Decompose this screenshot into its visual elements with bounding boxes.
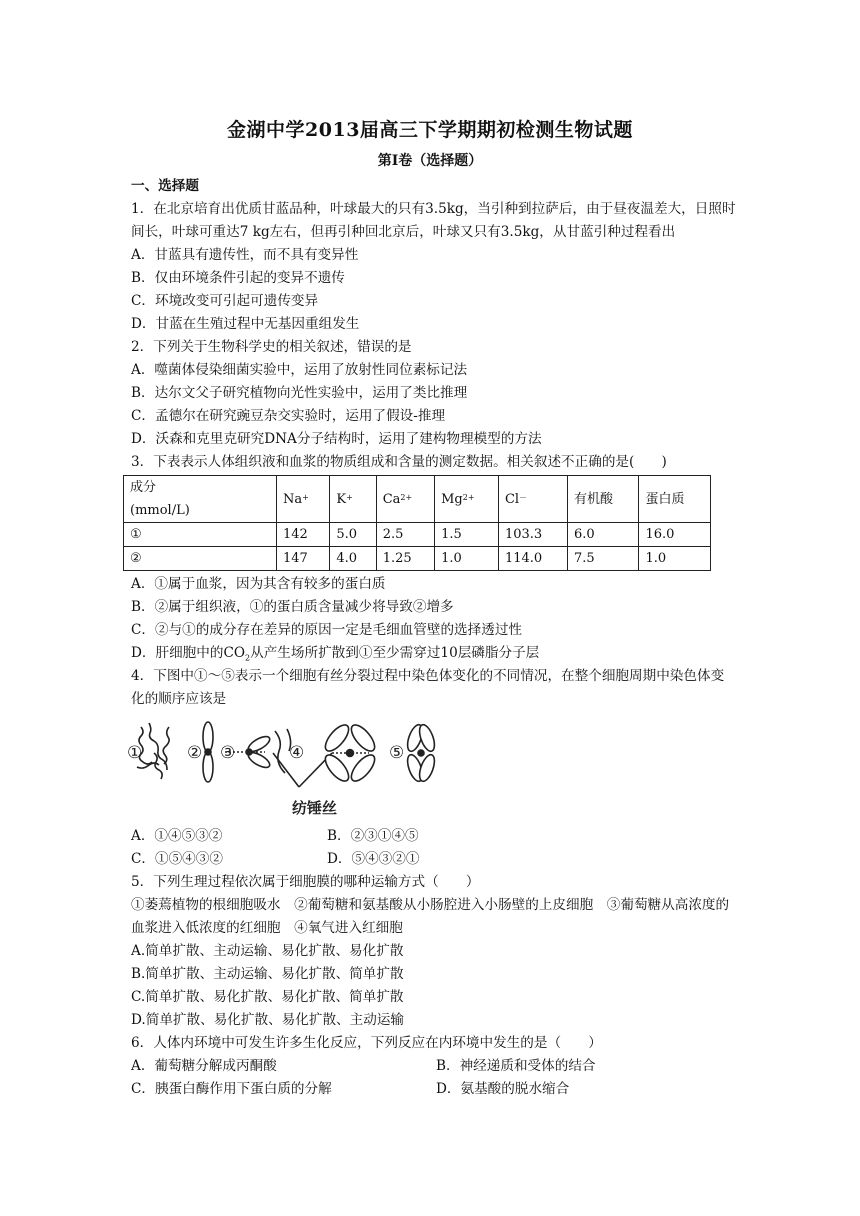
question-4-stem: 4．下图中①～⑤表示一个细胞有丝分裂过程中染色体变化的不同情况，在整个细胞周期中染色体变化的顺序应该是 xyxy=(131,668,725,707)
ca-label: Ca xyxy=(382,491,401,507)
k-charge: + xyxy=(346,492,353,502)
header-mg xyxy=(435,476,499,523)
question-3-option-c: C．②与①的成分存在差异的原因一定是毛细血管壁的选择透过性 xyxy=(131,622,523,638)
table-cell: 103.3 xyxy=(498,523,567,547)
question-3-option-d xyxy=(131,642,736,665)
header-protein: 蛋白质 xyxy=(639,476,711,523)
header-k xyxy=(330,476,376,523)
question-4-options-row-1 xyxy=(131,825,736,848)
cl-charge: － xyxy=(519,492,528,502)
figure-label-5: ⑤ xyxy=(389,743,405,763)
question-1-option-a: A．甘蓝具有遗传性，而不具有变异性 xyxy=(131,247,359,263)
header-component-unit: (mmol/L) xyxy=(130,503,190,518)
table-cell: 147 xyxy=(277,547,330,571)
chromosome-diagram xyxy=(127,713,437,823)
question-1-option-d: D．甘蓝在生殖过程中无基因重组发生 xyxy=(131,316,360,332)
na-charge: + xyxy=(302,492,309,502)
table-cell: 2.5 xyxy=(376,523,434,547)
k-label: K xyxy=(336,491,347,507)
figure-label-3: ③ xyxy=(220,743,236,763)
question-3-option-a: A．①属于血浆，因为其含有较多的蛋白质 xyxy=(131,576,386,592)
table-cell: 5.0 xyxy=(330,523,376,547)
na-label: Na xyxy=(283,491,303,507)
question-5-option-c: C.简单扩散、易化扩散、易化扩散、简单扩散 xyxy=(131,989,404,1005)
question-5-option-b: B.简单扩散、主动运输、易化扩散、简单扩散 xyxy=(131,966,404,982)
header-ca xyxy=(376,476,434,523)
stage-4-x-chromosome-icon xyxy=(321,721,378,785)
table-cell: 142 xyxy=(277,523,330,547)
table-row xyxy=(124,523,711,547)
section-heading: 一、选择题 xyxy=(131,178,199,194)
mitosis-figure xyxy=(127,713,437,823)
question-6-stem: 6．人体内环境中可发生许多生化反应，下列反应在内环境中发生的是（ ） xyxy=(131,1035,602,1051)
cl-label: Cl xyxy=(504,491,520,507)
question-3-option-b: B．②属于组织液，①的蛋白质含量减少将导致②增多 xyxy=(131,599,454,615)
table-row xyxy=(124,547,711,571)
question-2-option-a: A．噬菌体侵染细菌实验中，运用了放射性同位素标记法 xyxy=(131,362,468,378)
section-subtitle: 第Ⅰ卷（选择题） xyxy=(377,153,483,169)
question-6-option-a: A．葡萄糖分解成丙酮酸 xyxy=(131,1058,277,1074)
question-2-option-d: D．沃森和克里克研究DNA分子结构时，运用了建构物理模型的方法 xyxy=(131,431,542,447)
exam-content xyxy=(127,175,736,1101)
table-cell: 7.5 xyxy=(567,547,639,571)
table-cell: 4.0 xyxy=(330,547,376,571)
mg-label: Mg xyxy=(441,491,463,507)
question-4-option-d: D．⑤④③②① xyxy=(327,851,420,867)
stage-5-chromosome-icon xyxy=(405,723,437,783)
question-1-option-c: C．环境改变可引起可遗传变异 xyxy=(131,293,319,309)
table-cell: 1.25 xyxy=(376,547,434,571)
mg-charge: 2+ xyxy=(462,492,475,502)
page-title: 金湖中学2013届高三下学期期初检测生物试题 xyxy=(227,119,633,141)
ca-charge: 2+ xyxy=(400,492,413,502)
question-6-options-row-2 xyxy=(131,1078,736,1101)
question-5-stem: 5．下列生理过程依次属于细胞膜的哪种运输方式（ ） xyxy=(131,874,480,890)
co2-subscript: 2 xyxy=(245,653,251,663)
stage-2-chromosome-icon xyxy=(203,722,213,782)
question-3-stem: 3．下表表示人体组织液和血浆的物质组成和含量的测定数据。相关叙述不正确的是( ) xyxy=(131,454,667,470)
table-cell: 16.0 xyxy=(639,523,711,547)
question-6-option-d: D．氨基酸的脱水缩合 xyxy=(436,1081,570,1097)
option-d-text-post: 从产生场所扩散到①至少需穿过10层磷脂分子层 xyxy=(250,645,540,661)
table-cell: 114.0 xyxy=(498,547,567,571)
question-6-options-row-1 xyxy=(131,1055,736,1078)
header-component xyxy=(124,476,277,523)
header-component-label: 成分 xyxy=(130,480,157,495)
question-4-option-a: A．①④⑤③② xyxy=(131,828,223,844)
table-header-row xyxy=(124,476,711,523)
table-cell: 1.5 xyxy=(435,523,499,547)
question-4-option-c: C．①⑤④③② xyxy=(131,851,223,867)
composition-table xyxy=(123,475,711,571)
figure-label-2: ② xyxy=(187,743,203,763)
question-5-option-a: A.简单扩散、主动运输、易化扩散、易化扩散 xyxy=(131,943,404,959)
table-cell: ② xyxy=(124,547,277,571)
option-d-text-pre: D．肝细胞中的CO xyxy=(131,645,246,661)
question-5-description: ①萎蔫植物的根细胞吸水 ②葡萄糖和氨基酸从小肠腔进入小肠壁的上皮细胞 ③葡萄糖从高浓度的血浆进入低浓度的红细胞 ④氧气进入红细胞 xyxy=(131,897,730,936)
question-2-option-b: B．达尔文父子研究植物向光性实验中，运用了类比推理 xyxy=(131,385,468,401)
header-organic-acid: 有机酸 xyxy=(567,476,639,523)
question-1-stem: 1．在北京培育出优质甘蓝品种，叶球最大的只有3.5kg，当引种到拉萨后，由于昼夜温差大，日照时间长，叶球可重达7 kg左右，但再引种回北京后，叶球又只有3.5kg，从甘蓝引种过程看出 xyxy=(131,201,736,240)
header-na xyxy=(277,476,330,523)
question-4-option-b: B．②③①④⑤ xyxy=(327,828,419,844)
question-4-options-row-2 xyxy=(131,848,736,871)
table-cell: 1.0 xyxy=(639,547,711,571)
question-6-option-c: C．胰蛋白酶作用下蛋白质的分解 xyxy=(131,1081,332,1097)
question-5-option-d: D.简单扩散、易化扩散、易化扩散、主动运输 xyxy=(131,1012,405,1028)
table-cell: ① xyxy=(124,523,277,547)
spindle-caption: 纺锤丝 xyxy=(292,799,338,817)
question-2-stem: 2．下列关于生物科学史的相关叙述，错误的是 xyxy=(131,339,412,355)
figure-label-4: ④ xyxy=(289,743,305,763)
question-6-option-b: B．神经递质和受体的结合 xyxy=(436,1058,596,1074)
question-2-option-c: C．孟德尔在研究豌豆杂交实验时，运用了假设-推理 xyxy=(131,408,446,424)
table-cell: 6.0 xyxy=(567,523,639,547)
table-cell: 1.0 xyxy=(435,547,499,571)
figure-label-1: ① xyxy=(127,743,143,763)
question-1-option-b: B．仅由环境条件引起的变异不遗传 xyxy=(131,270,345,286)
header-cl xyxy=(498,476,567,523)
